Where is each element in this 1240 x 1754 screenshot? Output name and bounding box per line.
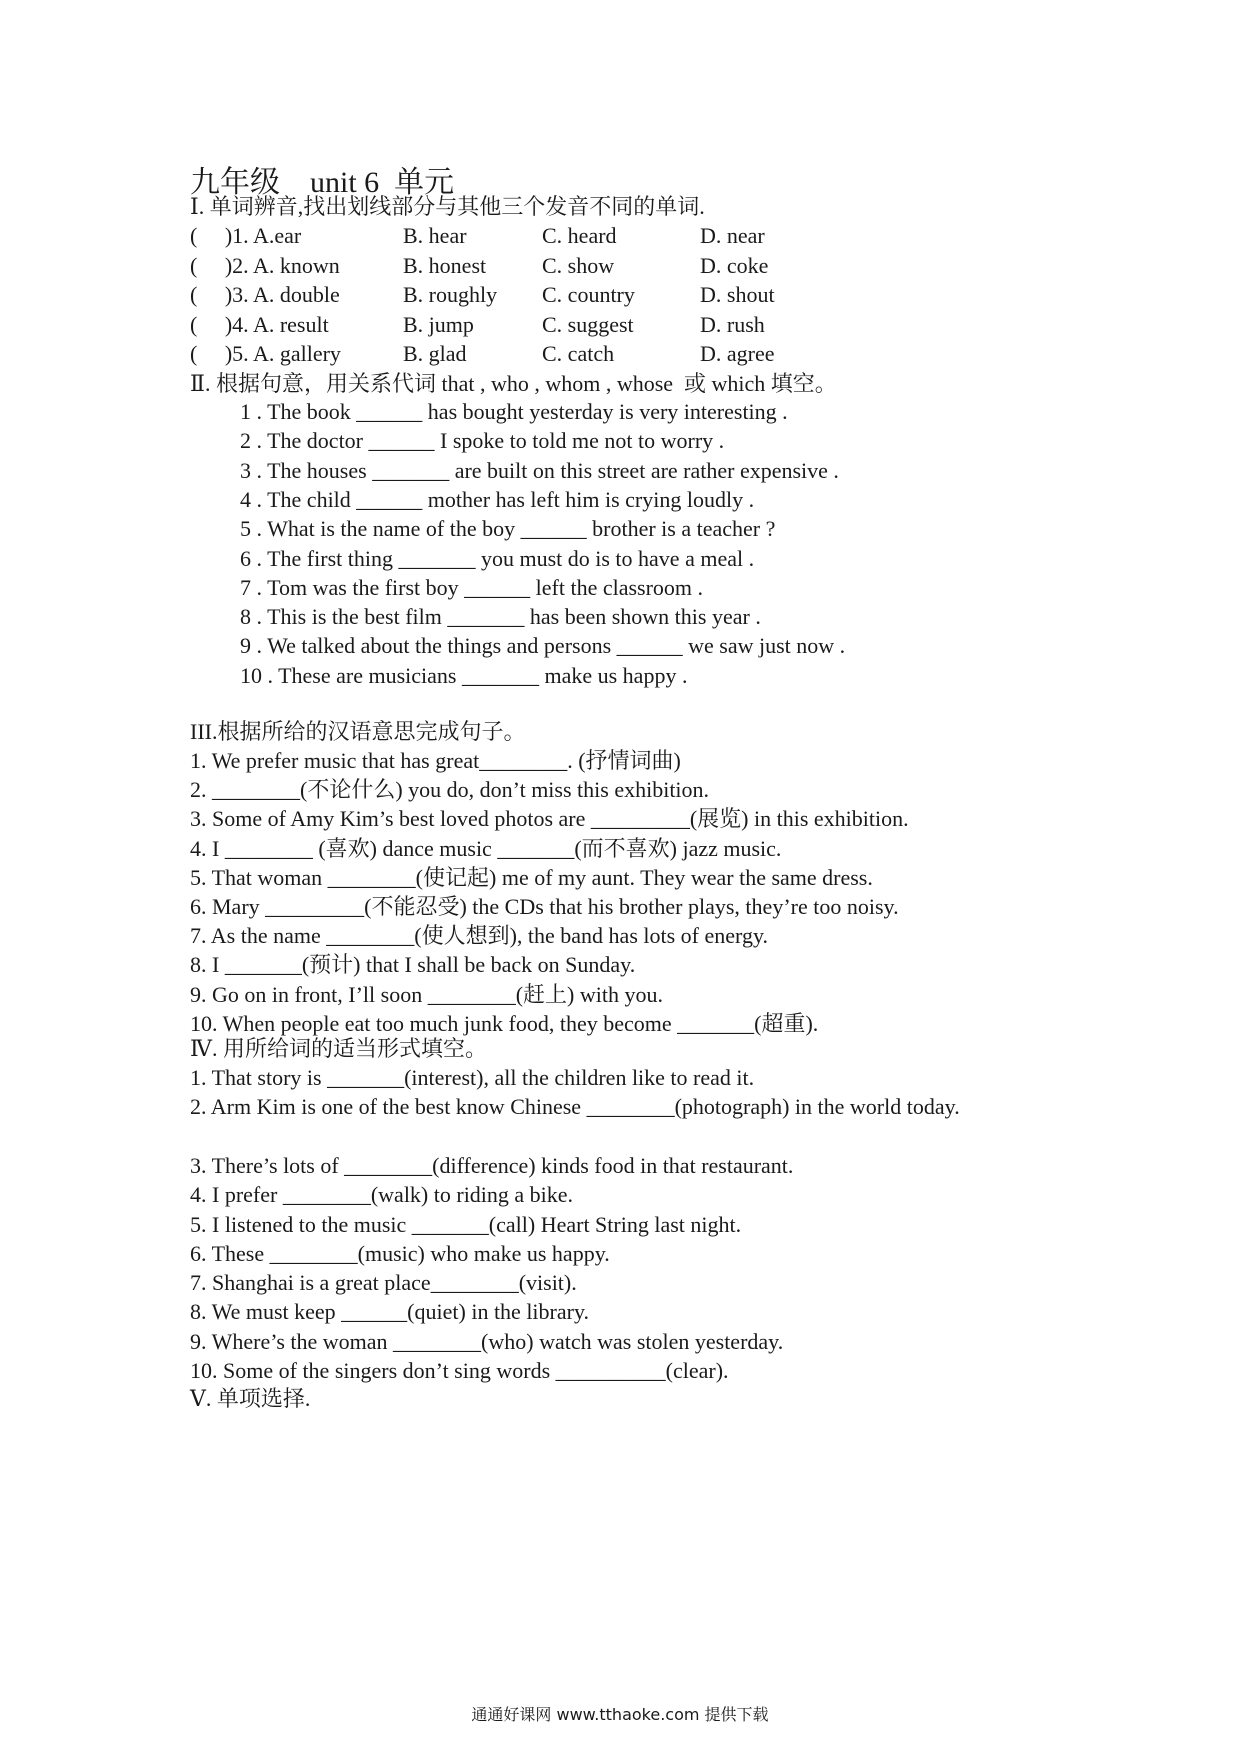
- section-4-item: 9. Where’s the woman ________(who) watch was stolen yesterday.: [190, 1328, 784, 1354]
- section-1-item-4-c: C. suggest: [542, 311, 634, 337]
- section-3-item: 9. Go on in front, I’ll soon ________(赶上) with you.: [190, 981, 663, 1007]
- section-3-item: 3. Some of Amy Kim’s best loved photos are _________(展览) in this exhibition.: [190, 806, 909, 832]
- section-1-item-3-b: B. roughly: [403, 282, 498, 308]
- section-1-heading: Ⅰ. 单词辨音,找出划线部分与其他三个发音不同的单词.: [190, 194, 705, 219]
- section-2-item: 3 . The houses _______ are built on this street are rather expensive .: [240, 457, 839, 483]
- section-3-item: 1. We prefer music that has great________. (抒情词曲): [190, 748, 681, 773]
- page-footer: 通通好课网 www.tthaoke.com 提供下载: [471, 1705, 769, 1724]
- section-4-item: 8. We must keep ______(quiet) in the library.: [190, 1299, 590, 1325]
- section-3-heading: III.根据所给的汉语意思完成句子。: [190, 719, 526, 744]
- section-4-item: 2. Arm Kim is one of the best know Chinese ________(photograph) in the world today.: [190, 1094, 960, 1120]
- section-1-item-3-d: D. shout: [700, 282, 775, 308]
- section-2-item: 9 . We talked about the things and persons ______ we saw just now .: [240, 633, 846, 659]
- section-4-item: 1. That story is _______(interest), all the children like to read it.: [190, 1065, 755, 1090]
- section-1-item-4-num: ( )4. A. result: [190, 311, 329, 337]
- section-1-item-5-c: C. catch: [542, 341, 615, 367]
- section-1-item-1-d: D. near: [700, 223, 765, 248]
- section-1-item-5-num: ( )5. A. gallery: [190, 341, 341, 367]
- section-1-item-3-num: ( )3. A. double: [190, 282, 340, 308]
- section-1-item-1-c: C. heard: [542, 223, 617, 248]
- section-2-item: 6 . The first thing _______ you must do is to have a meal .: [240, 545, 755, 571]
- section-2-heading: Ⅱ. 根据句意，用关系代词 that , who , whom , whose 或 which 填空。: [190, 371, 837, 396]
- section-4-item: 5. I listened to the music _______(call) Heart String last night.: [190, 1211, 742, 1237]
- section-3-item: 2. ________(不论什么) you do, don’t miss this exhibition.: [190, 777, 710, 803]
- section-3-item: 4. I ________ (喜欢) dance music _______(而不喜欢) jazz music.: [190, 835, 782, 861]
- section-1-item-2-num: ( )2. A. known: [190, 252, 340, 278]
- section-1-item-3-c: C. country: [542, 282, 635, 308]
- section-1-item-2-b: B. honest: [403, 252, 487, 278]
- section-3-item: 5. That woman ________(使记起) me of my aunt. They wear the same dress.: [190, 864, 873, 890]
- section-2-item: 10 . These are musicians _______ make us happy .: [240, 662, 688, 688]
- section-4-item: 10. Some of the singers don’t sing words __________(clear).: [190, 1358, 729, 1383]
- section-2-item: 8 . This is the best film _______ has been shown this year .: [240, 604, 761, 630]
- section-4-item: 3. There’s lots of ________(difference) kinds food in that restaurant.: [190, 1152, 794, 1178]
- section-1-item-2-c: C. show: [542, 252, 615, 278]
- section-3-item: 8. I _______(预计) that I shall be back on Sunday.: [190, 952, 636, 978]
- section-4-item: 7. Shanghai is a great place________(visit).: [190, 1270, 577, 1296]
- section-4-item: 6. These ________(music) who make us happy.: [190, 1240, 610, 1266]
- section-4-item: 4. I prefer ________(walk) to riding a bike.: [190, 1182, 574, 1208]
- section-3-item: 6. Mary _________(不能忍受) the CDs that his brother plays, they’re too noisy.: [190, 894, 899, 919]
- section-2-item: 7 . Tom was the first boy ______ left the classroom .: [240, 574, 704, 600]
- section-5-heading: Ⅴ. 单项选择.: [190, 1386, 311, 1411]
- page-title: 九年级 unit 6 单元: [190, 166, 455, 199]
- section-2-item: 2 . The doctor ______ I spoke to told me not to worry .: [240, 428, 725, 454]
- section-1-item-5-b: B. glad: [403, 341, 467, 367]
- section-3-item: 10. When people eat too much junk food, they become _______(超重).: [190, 1010, 819, 1036]
- section-3-item: 7. As the name ________(使人想到), the band has lots of energy.: [190, 923, 769, 949]
- section-1-item-1-b: B. hear: [403, 223, 467, 248]
- section-1-item-1-num: ( )1. A.ear: [190, 223, 302, 248]
- section-1-item-4-b: B. jump: [403, 311, 474, 337]
- section-1-item-5-d: D. agree: [700, 341, 775, 367]
- section-1-item-2-d: D. coke: [700, 252, 769, 278]
- section-4-heading: Ⅳ. 用所给词的适当形式填空。: [190, 1036, 487, 1061]
- section-1-item-4-d: D. rush: [700, 311, 765, 337]
- section-2-item: 1 . The book ______ has bought yesterday is very interesting .: [240, 399, 788, 424]
- section-2-item: 4 . The child ______ mother has left him is crying loudly .: [240, 486, 755, 512]
- section-2-item: 5 . What is the name of the boy ______ brother is a teacher ?: [240, 516, 776, 542]
